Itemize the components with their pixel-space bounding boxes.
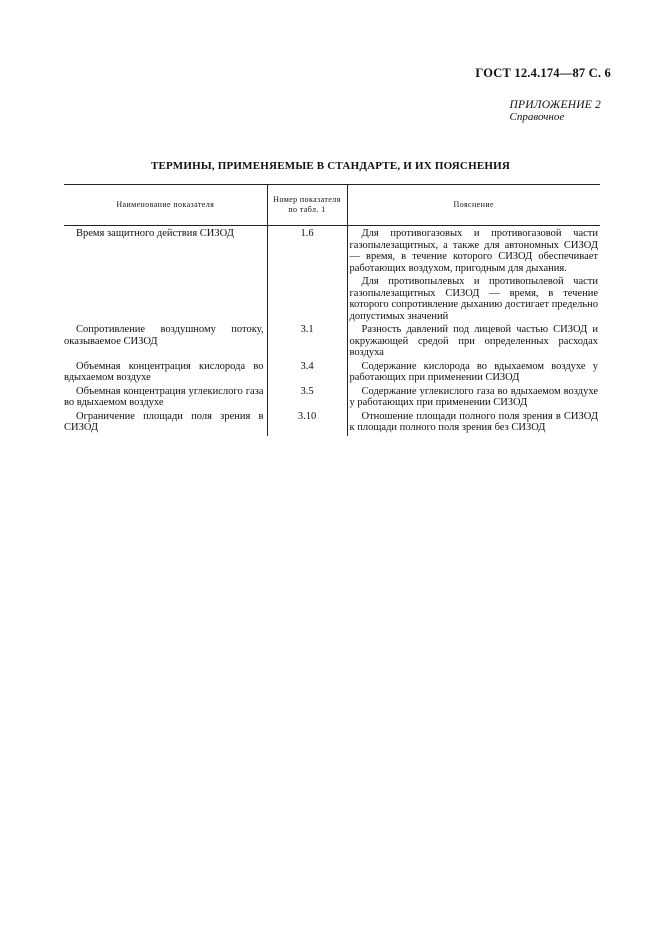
term-explanation	[347, 226, 600, 325]
term-number: 3.10	[267, 411, 347, 436]
terms-table	[64, 184, 600, 436]
appendix-label	[509, 99, 601, 123]
explanation-paragraph: Отношение площади полного поля зрения в СИЗОД к площади полного поля зрения без СИЗОД	[349, 410, 598, 433]
appendix-subtitle: Справочное	[509, 111, 565, 123]
term-explanation	[347, 411, 600, 436]
header-name: Наименование показателя	[64, 185, 267, 226]
header-explanation: Пояснение	[347, 185, 600, 226]
term-name: Сопротивление воздушному потоку, оказываемое СИЗОД	[64, 324, 264, 347]
table-header-row	[64, 185, 600, 226]
term-name: Объемная концентрация кислорода во вдыхаемом воздухе	[64, 360, 264, 383]
explanation-paragraph: Разность давлений под лицевой частью СИЗОД и окружающей средой при определенных расходах воздуха	[349, 324, 598, 358]
term-name: Объемная концентрация углекислого газа во вдыхаемом воздухе	[64, 385, 264, 408]
explanation-paragraph: Для противопылевых и противопылевой части газопылезащитных СИЗОД — время, в течение которого сопротивление дыханию достигает предельно допустимых значений	[349, 276, 598, 322]
document-code: ГОСТ 12.4.174—87 С. 6	[475, 66, 611, 80]
term-explanation	[347, 324, 600, 361]
term-number: 3.1	[267, 324, 347, 361]
term-name: Время защитного действия СИЗОД	[76, 228, 234, 239]
appendix-title: ПРИЛОЖЕНИЕ 2	[509, 99, 601, 111]
table-row	[64, 361, 600, 386]
term-explanation	[347, 361, 600, 386]
table-row	[64, 226, 600, 325]
term-name: Ограничение площади поля зрения в СИЗОД	[64, 410, 264, 433]
term-number: 3.5	[267, 386, 347, 411]
term-number: 1.6	[267, 226, 347, 325]
term-explanation	[347, 386, 600, 411]
explanation-paragraph: Для противогазовых и противогазовой части газопылезащитных, а также для автономных СИЗОД — время, в течение которого СИЗОД обеспечивает работающих воздухом, пригодным для дыхания.	[349, 228, 598, 274]
header-number: Номер показателя по табл. 1	[267, 185, 347, 226]
explanation-paragraph: Содержание кислорода во вдыхаемом воздухе у работающих при применении СИЗОД	[349, 360, 598, 383]
table-row	[64, 324, 600, 361]
term-number: 3.4	[267, 361, 347, 386]
page-title: ТЕРМИНЫ, ПРИМЕНЯЕМЫЕ В СТАНДАРТЕ, И ИХ ПОЯСНЕНИЯ	[150, 160, 511, 172]
table-row	[64, 411, 600, 436]
explanation-paragraph: Содержание углекислого газа во вдыхаемом воздухе у работающих при применении СИЗОД	[349, 385, 598, 408]
table-row	[64, 386, 600, 411]
